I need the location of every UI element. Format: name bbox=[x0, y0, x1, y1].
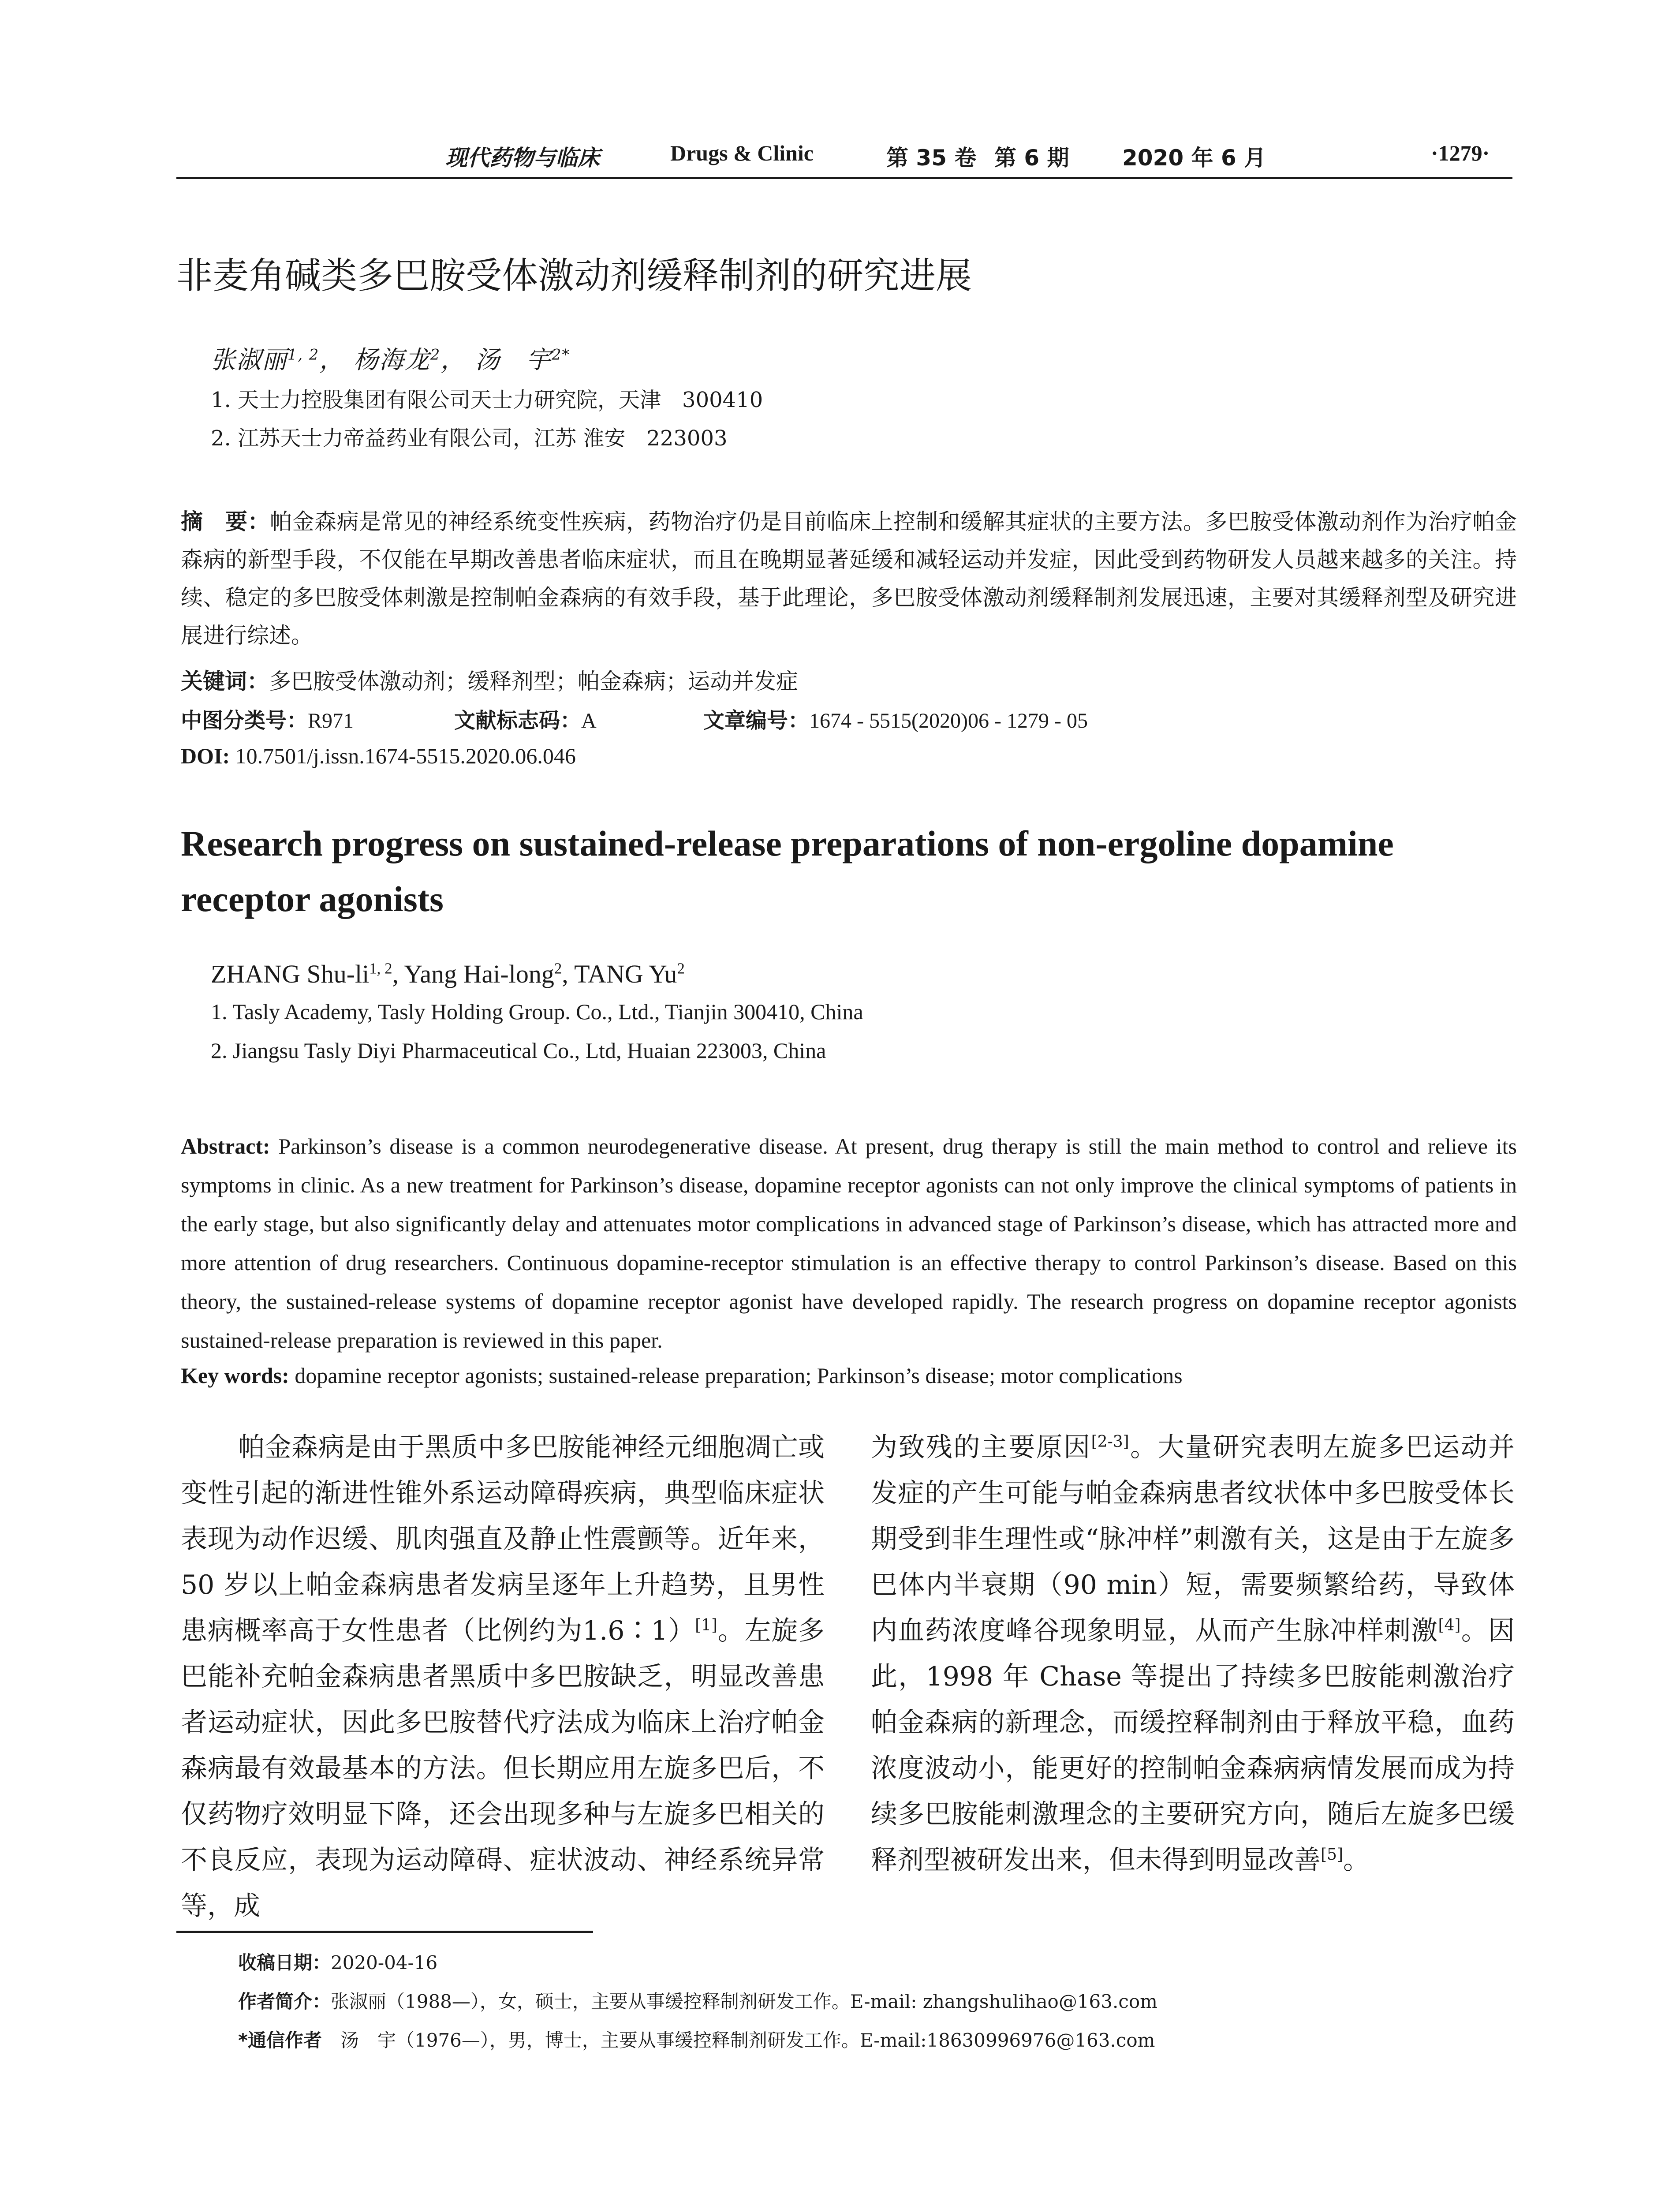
author-name: , Yang Hai-long bbox=[392, 960, 554, 988]
document-code-value: A bbox=[581, 709, 597, 733]
doi-link[interactable]: 10.7501/j.issn.1674-5515.2020.06.046 bbox=[235, 744, 576, 768]
author-list-en bbox=[211, 959, 685, 989]
keywords-label: 关键词： bbox=[181, 669, 269, 694]
clc-value: R971 bbox=[308, 709, 354, 733]
author-affiliation-mark: 2 bbox=[677, 960, 685, 977]
body-text: 。左旋多巴能补充帕金森病患者黑质中多巴胺缺乏，明显改善患者运动症状，因此多巴胺替代疗法成为临床上治疗帕金森病最有效最基本的方法。但长期应用左旋多巴后，不仅药物疗效明显下降，还会出现多种与左旋多巴相关的不良反应，表现为运动障碍、症状波动、神经系统异常等，成 bbox=[181, 1615, 825, 1921]
keywords-label: Key words: bbox=[181, 1363, 289, 1388]
body-text: 。因此，1998 年 Chase 等提出了持续多巴胺能刺激治疗帕金森病的新理念，而缓控释制剂由于释放平稳，血药浓度波动小，能更好的控制帕金森病病情发展而成为持续多巴胺能刺激理念的主要研究方向，随后左旋多巴缓释剂型被研发出来，但未得到明显改善 bbox=[871, 1615, 1515, 1876]
volume: 第 35 卷 bbox=[886, 145, 977, 171]
page-number: ·1279· bbox=[1431, 141, 1490, 165]
article-number-label: 文章编号： bbox=[703, 708, 810, 733]
keywords-en bbox=[181, 1363, 1183, 1388]
author-affiliation-mark: 2 bbox=[430, 346, 441, 363]
footnote-rule bbox=[176, 1931, 593, 1933]
affiliation-en-2: 2. Jiangsu Tasly Diyi Pharmaceutical Co., Ltd, Huaian 223003, China bbox=[211, 1038, 826, 1063]
footnote-label: *通信作者 bbox=[238, 2029, 322, 2051]
footnote-text: 张淑丽（1988—），女，硕士，主要从事缓控释制剂研发工作。E-mail: zhangshulihao@163.com bbox=[331, 1991, 1157, 2012]
author-name: 张淑丽 bbox=[211, 346, 287, 374]
article-number bbox=[703, 703, 1088, 734]
body-text: 为致残的主要原因 bbox=[871, 1432, 1091, 1463]
document-code-label: 文献标志码： bbox=[454, 708, 582, 733]
author-separator: ， bbox=[319, 346, 345, 374]
header-rule bbox=[176, 177, 1512, 179]
author-name: 杨海龙 bbox=[353, 346, 430, 374]
author-affiliation-mark: 1, 2 bbox=[369, 960, 392, 977]
author-list-cn bbox=[211, 340, 570, 376]
article-number-value: 1674 - 5515(2020)06 - 1279 - 05 bbox=[809, 709, 1088, 733]
abstract-cn bbox=[181, 503, 1517, 654]
journal-name-cn: 现代药物与临床 bbox=[445, 145, 600, 171]
body-column-right bbox=[871, 1424, 1515, 1883]
footnote-label: 作者简介： bbox=[238, 1991, 331, 2012]
footnote-corresponding-author bbox=[238, 2026, 1155, 2052]
citation-link[interactable]: [5] bbox=[1321, 1846, 1343, 1864]
abstract-label: 摘 要： bbox=[181, 509, 270, 534]
footnote-author-bio bbox=[238, 1987, 1157, 2014]
footnote-received bbox=[238, 1948, 437, 1975]
citation-link[interactable]: [4] bbox=[1438, 1616, 1461, 1634]
author-affiliation-mark: 2 bbox=[554, 960, 562, 977]
issue-date: 2020 年 6 月 bbox=[1122, 145, 1266, 171]
clc-label: 中图分类号： bbox=[181, 708, 308, 733]
body-text: 帕金森病是由于黑质中多巴胺能神经元细胞凋亡或变性引起的渐进性锥外系运动障碍疾病，典型临床症状表现为动作迟缓、肌肉强直及静止性震颤等。近年来，50 岁以上帕金森病患者发病呈逐年上升趋势，且男性患病概率高于女性患者（比例约为1.6∶1） bbox=[181, 1432, 825, 1646]
citation-link[interactable]: [2-3] bbox=[1091, 1433, 1129, 1451]
document-code bbox=[454, 703, 597, 734]
author-separator: ， bbox=[441, 346, 467, 374]
journal-name-en: Drugs & Clinic bbox=[670, 141, 814, 165]
footnote-label: 收稿日期： bbox=[238, 1952, 331, 1973]
article-title-en: Research progress on sustained-release preparations of non-ergoline dopamine receptor agonists bbox=[181, 823, 1394, 919]
citation-link[interactable]: [1] bbox=[695, 1616, 718, 1634]
issue: 第 6 期 bbox=[994, 145, 1069, 171]
body-text: 。 bbox=[1343, 1845, 1370, 1876]
footnote-text: 汤 宇（1976—），男，博士，主要从事缓控释制剂研发工作。E-mail:18630996976@163.com bbox=[340, 2029, 1155, 2051]
doi-label: DOI: bbox=[181, 744, 230, 768]
abstract-text: 帕金森病是常见的神经系统变性疾病，药物治疗仍是目前临床上控制和缓解其症状的主要方法。多巴胺受体激动剂作为治疗帕金森病的新型手段，不仅能在早期改善患者临床症状，而且在晚期显著延缓和减轻运动并发症，因此受到药物研发人员越来越多的关注。持续、稳定的多巴胺受体刺激是控制帕金森病的有效手段，基于此理论，多巴胺受体激动剂缓释制剂发展迅速，主要对其缓释剂型及研究进展进行综述。 bbox=[181, 509, 1517, 648]
author-name: ZHANG Shu-li bbox=[211, 960, 370, 988]
affiliation-cn-2: 2. 江苏天士力帝益药业有限公司，江苏 淮安 223003 bbox=[211, 426, 728, 451]
affiliation-en-1: 1. Tasly Academy, Tasly Holding Group. Co., Ltd., Tianjin 300410, China bbox=[211, 999, 863, 1024]
footnote-text: 2020-04-16 bbox=[331, 1952, 438, 1973]
keywords-text: 多巴胺受体激动剂；缓释剂型；帕金森病；运动并发症 bbox=[269, 669, 798, 694]
affiliation-cn-1: 1. 天士力控股集团有限公司天士力研究院，天津 300410 bbox=[211, 388, 763, 412]
keywords-cn bbox=[181, 664, 798, 695]
article-title-cn: 非麦角碱类多巴胺受体激动剂缓释制剂的研究进展 bbox=[176, 255, 972, 297]
author-affiliation-mark: 1, 2 bbox=[287, 346, 320, 363]
body-column-left bbox=[181, 1424, 825, 1929]
author-affiliation-mark: 2* bbox=[552, 346, 571, 363]
author-name: , TANG Yu bbox=[562, 960, 677, 988]
body-text: 。大量研究表明左旋多巴运动并发症的产生可能与帕金森病患者纹状体中多巴胺受体长期受到非生理性或“脉冲样”刺激有关，这是由于左旋多巴体内半衰期（90 min）短，需要频繁给药，导致体内血药浓度峰谷现象明显，从而产生脉冲样刺激 bbox=[871, 1432, 1515, 1646]
abstract-text: Parkinson’s disease is a common neurodegenerative disease. At present, drug therapy is still the main method to control and relieve its symptoms in clinic. As a new treatment for Parkinson’s disease, dopamine receptor agonists can not only improve the clinical symptoms of patients in the early stage, but also significantly delay and attenuates motor complications in advanced stage of Parkinson’s disease, which has attracted more and more attention of drug researchers. Continuous dopamine-receptor stimulation is an effective therapy to control Parkinson’s disease. Based on this theory, the sustained-release systems of dopamine receptor agonist have developed rapidly. The research progress on dopamine receptor agonists sustained-release preparation is reviewed in this paper. bbox=[181, 1134, 1517, 1353]
clc-number bbox=[181, 703, 354, 734]
author-name: 汤 宇 bbox=[475, 346, 552, 374]
keywords-text: dopamine receptor agonists; sustained-release preparation; Parkinson’s disease; motor complications bbox=[295, 1363, 1183, 1388]
abstract-en bbox=[181, 1127, 1517, 1360]
doi bbox=[181, 743, 576, 769]
abstract-label: Abstract: bbox=[181, 1134, 270, 1159]
